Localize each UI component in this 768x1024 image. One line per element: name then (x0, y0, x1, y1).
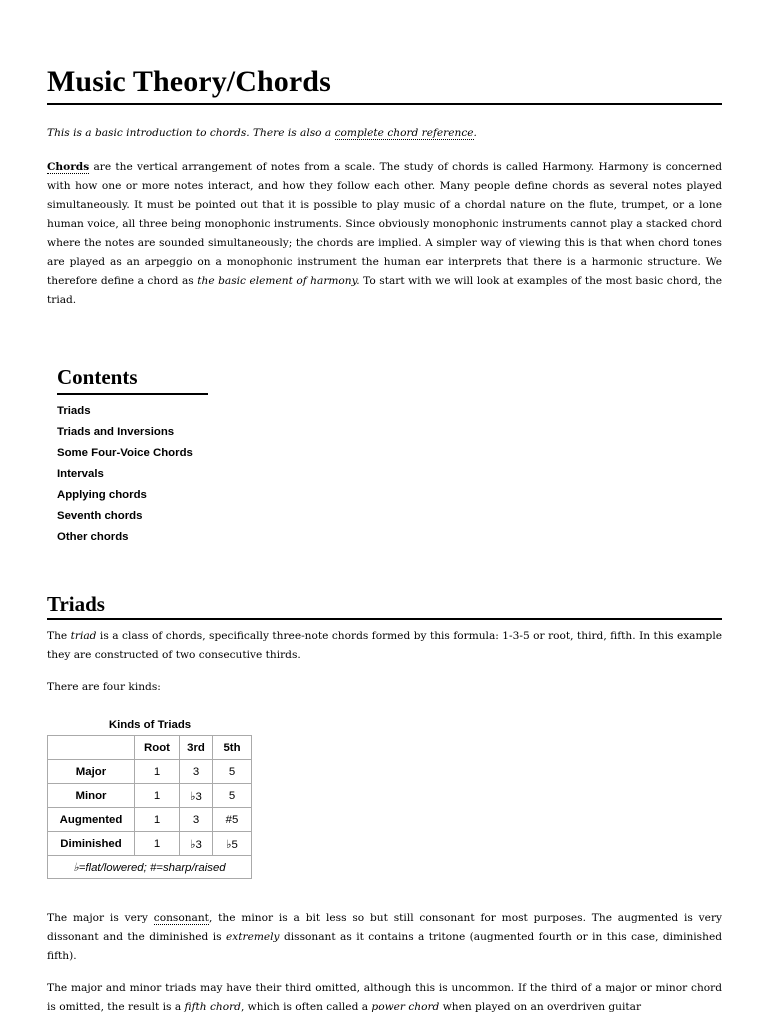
table-row-header: Diminished (48, 832, 135, 856)
table-row-header: Augmented (48, 808, 135, 832)
page-title: Music Theory/Chords (47, 0, 722, 105)
table-caption: Kinds of Triads (108, 719, 192, 731)
toc-heading: Contents (57, 365, 208, 395)
table-cell: 1 (135, 832, 180, 856)
table-cell: ♭3 (180, 832, 213, 856)
toc-item-applying-chords[interactable]: Applying chords (57, 489, 147, 501)
table-cell: 1 (135, 784, 180, 808)
table-cell: 5 (213, 760, 252, 784)
table-header-row (48, 736, 252, 760)
consonance-text-a: The major is very (47, 912, 154, 924)
consonance-text-b: , the minor is a bit less so but still consonant for most purposes. The augmented is very dissonant and the diminished is (47, 912, 722, 943)
chords-paragraph (47, 158, 722, 310)
four-kinds-text: There are four kinds: (47, 681, 161, 693)
extremely-italic: extremely (226, 931, 280, 943)
table-of-contents (57, 365, 208, 548)
toc-item-triads[interactable]: Triads (57, 405, 91, 417)
table-footnote-row (48, 856, 252, 879)
table-header-cell (48, 736, 135, 760)
toc-item-triads-and-inversions[interactable]: Triads and Inversions (57, 426, 175, 438)
table-cell: 5 (213, 784, 252, 808)
table-cell: ♭5 (213, 832, 252, 856)
chords-paragraph-italic: the basic element of harmony. (197, 275, 360, 287)
table-row (48, 808, 252, 832)
table-row (48, 784, 252, 808)
consonant-link[interactable]: consonant (153, 912, 209, 924)
kinds-of-triads-table (47, 735, 252, 879)
toc-list (57, 401, 208, 548)
omitted-text-b: , which is often called a (240, 1001, 372, 1013)
power-chord-italic: power chord (371, 1001, 440, 1013)
table-row-header: Minor (48, 784, 135, 808)
intro-text: This is a basic introduction to chords. There is also a (47, 127, 335, 139)
triads-heading: Triads (47, 591, 722, 620)
table-cell: 1 (135, 808, 180, 832)
toc-item-four-voice-chords[interactable]: Some Four-Voice Chords (57, 447, 193, 459)
intro-period: . (473, 127, 477, 139)
triads-paragraph (47, 627, 722, 665)
table-header-cell: 3rd (180, 736, 213, 760)
chords-term-link[interactable]: Chords (47, 161, 90, 173)
toc-item-other-chords[interactable]: Other chords (57, 531, 129, 543)
table-cell: ♭3 (180, 784, 213, 808)
chord-reference-link[interactable]: complete chord reference (334, 127, 474, 139)
fifth-chord-italic: fifth chord (184, 1001, 241, 1013)
table-row (48, 760, 252, 784)
table-cell: 3 (180, 760, 213, 784)
consonance-paragraph (47, 909, 722, 966)
omitted-text-a: The major and minor triads may have their third omitted, although this is uncommon. If the third of a major or minor chord is omitted, the result is a (47, 982, 722, 1013)
table-header-cell: Root (135, 736, 180, 760)
table-row-header: Major (48, 760, 135, 784)
chords-paragraph-end: To start with we will look at examples of the most basic chord, the triad. (47, 275, 722, 306)
table-footnote: ♭=flat/lowered; #=sharp/raised (48, 856, 252, 879)
triads-p1-before: The (47, 630, 71, 642)
triads-p1-after: is a class of chords, specifically three-note chords formed by this formula: 1-3-5 or root, third, fifth. In this example they are constructed of two consecutive thirds. (47, 630, 722, 661)
table-cell: #5 (213, 808, 252, 832)
table-cell: 1 (135, 760, 180, 784)
omitted-third-paragraph (47, 979, 722, 1017)
intro-note (47, 124, 722, 143)
chords-paragraph-text: are the vertical arrangement of notes from a scale. The study of chords is called Harmony. Harmony is concerned with how one or more notes interact, and how they follow each other. Many people define chords as several notes played simultaneously. It must be pointed out that it is possible to play music of a chordal nature on the flute, trumpet, or a lone human voice, all three being monophonic instruments. Since obviously monophonic instruments cannot play a stacked chord where the notes are sounded simultaneously; the chords are implied. A simpler way of viewing this is that when chord tones are played as an arpeggio on a monophonic instrument the human ear interprets that there is a harmonic structure. We therefore define a chord as (47, 161, 722, 287)
toc-item-seventh-chords[interactable]: Seventh chords (57, 510, 143, 522)
consonance-text-c: dissonant as it contains a tritone (augmented fourth or in this case, diminished fifth). (47, 931, 722, 962)
triad-term: triad (70, 630, 97, 642)
table-cell: 3 (180, 808, 213, 832)
toc-item-intervals[interactable]: Intervals (57, 468, 104, 480)
table-row (48, 832, 252, 856)
omitted-text-c: when played on an overdriven guitar (439, 1001, 642, 1013)
table-header-cell: 5th (213, 736, 252, 760)
